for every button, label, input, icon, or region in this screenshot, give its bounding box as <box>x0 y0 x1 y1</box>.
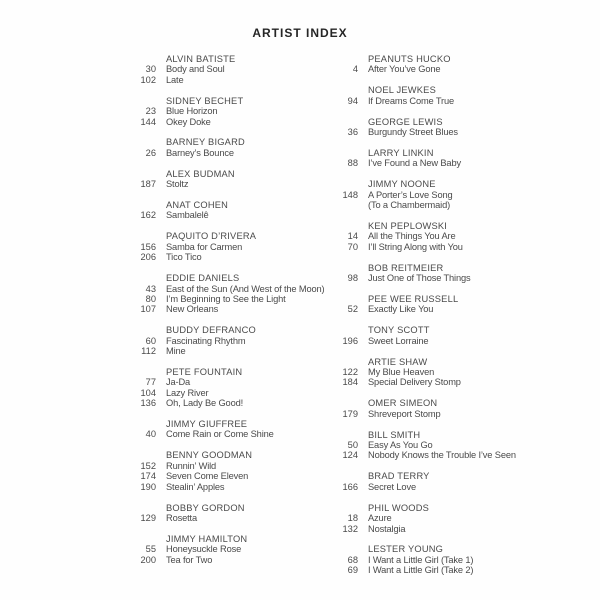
song-page-number: 70 <box>347 241 358 252</box>
song-title: Secret Love <box>368 481 416 492</box>
song-row <box>302 440 564 450</box>
song-title: Ja-Da <box>166 377 191 388</box>
artist-name: BRAD TERRY <box>368 471 430 482</box>
song-title: Honeysuckle Rose <box>166 544 242 555</box>
song-title: East of the Sun (And West of the Moon) <box>166 283 325 294</box>
artist-group <box>302 398 564 419</box>
song-page-number: 156 <box>140 241 156 252</box>
artist-name: SIDNEY BECHET <box>166 95 244 106</box>
song-row <box>302 273 564 283</box>
artist-group <box>302 325 564 346</box>
artist-group <box>302 357 564 388</box>
song-page-number: 14 <box>347 231 358 242</box>
song-row <box>302 96 564 106</box>
song-page-number: 200 <box>140 554 156 565</box>
artist-group <box>302 430 564 461</box>
song-title: If Dreams Come True <box>368 95 455 106</box>
song-page-number: 52 <box>347 304 358 315</box>
artist-group <box>302 54 564 75</box>
song-row <box>302 242 564 252</box>
song-title: Azure <box>368 513 392 524</box>
song-title: Tea for Two <box>166 554 213 565</box>
artist-group <box>302 294 564 315</box>
artist-group <box>302 148 564 169</box>
song-page-number: 122 <box>342 367 358 378</box>
song-page-number: 55 <box>145 544 156 555</box>
song-title: Tico Tico <box>166 252 202 263</box>
artist-name: NOEL JEWKES <box>368 85 436 96</box>
song-row <box>302 409 564 419</box>
song-page-number: 187 <box>140 179 156 190</box>
artist-group <box>302 471 564 492</box>
song-row <box>302 513 564 523</box>
artist-name: ALEX BUDMAN <box>166 168 235 179</box>
song-title: I’m Beginning to See the Light <box>166 293 286 304</box>
song-page-number <box>302 200 358 210</box>
song-title: Seven Come Eleven <box>166 471 249 482</box>
artist-name: OMER SIMEON <box>368 398 438 409</box>
song-page-number: 107 <box>140 304 156 315</box>
artist-name: JIMMY HAMILTON <box>166 533 248 544</box>
song-row <box>302 555 564 565</box>
song-row <box>302 524 564 534</box>
artist-name: BUDDY DEFRANCO <box>166 325 256 336</box>
song-page-number: 80 <box>145 293 156 304</box>
song-title: Sambalelê <box>166 210 209 221</box>
song-row <box>302 158 564 168</box>
artist-group <box>302 85 564 106</box>
artist-name: BOBBY GORDON <box>166 502 245 513</box>
artist-name: BENNY GOODMAN <box>166 450 253 461</box>
song-title: I Want a Little Girl (Take 1) <box>368 554 474 565</box>
song-page-number: 190 <box>140 481 156 492</box>
artist-name: EDDIE DANIELS <box>166 273 240 284</box>
song-title: Mine <box>166 346 186 357</box>
song-title: Late <box>166 74 184 85</box>
song-page-number: 4 <box>352 64 358 75</box>
artist-name: ANAT COHEN <box>166 200 229 211</box>
song-row <box>302 127 564 137</box>
song-row <box>302 377 564 387</box>
song-page-number: 18 <box>347 513 358 524</box>
song-title: Burgundy Street Blues <box>368 127 458 138</box>
song-page-number: 40 <box>145 429 156 440</box>
artist-name: PEANUTS HUCKO <box>368 54 451 64</box>
artist-name: JIMMY GIUFFREE <box>166 419 248 430</box>
song-page-number: 77 <box>145 377 156 388</box>
song-page-number: 68 <box>347 554 358 565</box>
song-title: My Blue Heaven <box>368 367 435 378</box>
song-page-number: 206 <box>140 252 156 263</box>
song-page-number: 43 <box>145 283 156 294</box>
song-page-number: 179 <box>342 408 358 419</box>
song-title: Just One of Those Things <box>368 273 471 284</box>
artist-name: ARTIE SHAW <box>368 356 428 367</box>
song-page-number: 98 <box>347 273 358 284</box>
song-title: Shreveport Stomp <box>368 408 441 419</box>
song-title: Samba for Carmen <box>166 241 243 252</box>
artist-name: KEN PEPLOWSKI <box>368 220 448 231</box>
song-page-number: 30 <box>145 64 156 75</box>
artist-name: PAQUITO D’RIVERA <box>166 231 257 242</box>
song-row <box>302 190 564 200</box>
song-page-number: 129 <box>140 512 156 523</box>
song-title: Easy As You Go <box>368 440 433 451</box>
artist-name: ALVIN BATISTE <box>166 54 236 64</box>
song-page-number: 112 <box>141 346 156 357</box>
song-page-number: 184 <box>342 377 358 388</box>
artist-group <box>302 221 564 252</box>
artist-group <box>302 263 564 284</box>
song-page-number: 23 <box>145 106 156 117</box>
artist-name: LARRY LINKIN <box>368 147 434 158</box>
song-title: Stoltz <box>166 179 189 190</box>
song-title: Fascinating Rhythm <box>166 335 246 346</box>
song-title: Lazy River <box>166 387 209 398</box>
artist-group <box>302 503 564 534</box>
song-title: Come Rain or Come Shine <box>166 429 274 440</box>
artist-name: TONY SCOTT <box>368 325 430 336</box>
song-page-number: 104 <box>140 387 156 398</box>
artist-name: BARNEY BIGARD <box>166 137 245 148</box>
index-column-right <box>302 54 564 586</box>
artist-name: JIMMY NOONE <box>368 179 436 190</box>
song-title: I’ve Found a New Baby <box>368 158 461 169</box>
song-row <box>302 367 564 377</box>
song-page-number: 162 <box>140 210 156 221</box>
song-page-number: 148 <box>342 189 358 200</box>
song-title: After You’ve Gone <box>368 64 441 75</box>
song-title: All the Things You Are <box>368 231 456 242</box>
artist-group <box>302 179 564 210</box>
artist-name: GEORGE LEWIS <box>368 116 443 127</box>
song-page-number: 152 <box>140 460 156 471</box>
song-page-number: 50 <box>347 440 358 451</box>
song-title: Body and Soul <box>166 64 225 75</box>
song-page-number: 94 <box>347 95 358 106</box>
song-row <box>302 565 564 575</box>
song-title: Nostalgia <box>368 523 406 534</box>
song-title: New Orleans <box>166 304 219 315</box>
artist-group <box>302 544 564 575</box>
song-row <box>302 200 564 210</box>
song-page-number: 102 <box>140 74 156 85</box>
song-page-number: 174 <box>140 471 156 482</box>
page-title: ARTIST INDEX <box>252 26 348 40</box>
artist-name: PEE WEE RUSSELL <box>368 294 459 304</box>
song-title: Rosetta <box>166 512 197 523</box>
song-page-number: 166 <box>342 481 358 492</box>
song-row <box>302 64 564 74</box>
song-title: I Want a Little Girl (Take 2) <box>368 565 474 576</box>
song-row <box>302 482 564 492</box>
song-row <box>302 304 564 314</box>
song-page-number: 36 <box>347 127 358 138</box>
song-title: I’ll String Along with You <box>368 241 463 252</box>
song-title: A Porter’s Love Song <box>368 189 453 200</box>
artist-name: PETE FOUNTAIN <box>166 366 243 377</box>
artist-name: BOB REITMEIER <box>368 262 444 273</box>
song-title: (To a Chambermaid) <box>368 200 451 211</box>
song-title: Barney’s Bounce <box>166 147 234 158</box>
song-title: Blue Horizon <box>166 106 218 117</box>
song-title: Stealin’ Apples <box>166 481 225 492</box>
song-page-number: 132 <box>342 523 358 534</box>
artist-group <box>302 117 564 138</box>
song-title: Runnin’ Wild <box>166 460 217 471</box>
song-row <box>302 231 564 241</box>
song-row <box>302 450 564 460</box>
song-page-number: 69 <box>347 565 358 576</box>
song-page-number: 124 <box>342 450 358 461</box>
artist-name: LESTER YOUNG <box>368 544 444 555</box>
song-title: Okey Doke <box>166 116 211 127</box>
song-title: Nobody Knows the Trouble I’ve Seen <box>368 450 516 461</box>
song-title: Exactly Like You <box>368 304 434 315</box>
song-page-number: 136 <box>140 398 156 409</box>
song-title: Sweet Lorraine <box>368 335 429 346</box>
song-page-number: 26 <box>145 147 156 158</box>
song-page-number: 144 <box>140 116 156 127</box>
artist-name: PHIL WOODS <box>368 502 430 513</box>
song-page-number: 196 <box>342 335 358 346</box>
song-title: Oh, Lady Be Good! <box>166 398 244 409</box>
song-page-number: 88 <box>347 158 358 169</box>
artist-name: BILL SMITH <box>368 429 421 440</box>
song-page-number: 60 <box>145 335 156 346</box>
song-row <box>302 336 564 346</box>
song-title: Special Delivery Stomp <box>368 377 461 388</box>
